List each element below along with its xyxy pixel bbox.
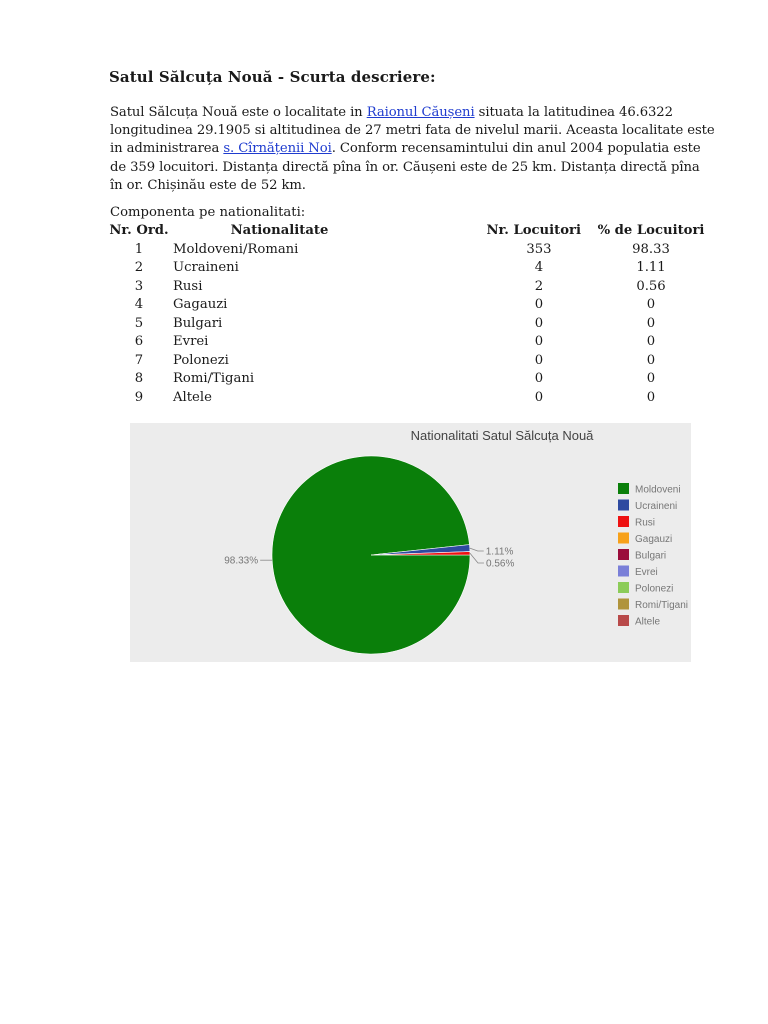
cirnatenii-noi-link[interactable]: s. Cîrnățenii Noi [223,141,332,157]
label-leader-line [470,553,484,563]
legend-label: Bulgari [635,550,667,562]
cell-locuitori: 0 [534,371,544,386]
cell-locuitori: 0 [534,389,544,405]
table-row [108,333,713,352]
description-paragraph [110,104,716,195]
legend-swatch [618,500,629,511]
nationality-pie-chart [130,423,691,662]
header-pct-locuitori: % de Locuitori [597,223,705,238]
cell-locuitori: 0 [534,297,544,312]
cell-nr: 6 [134,334,144,349]
cell-nr: 9 [134,389,144,405]
paragraph-text-2: situata la latitudinea 46.6322 longitudinea 29.1905 si altitudinea de 27 metri fata de nivelul marii. Aceasta localitate este in administrarea [110,105,715,157]
legend-swatch [618,599,629,610]
legend-swatch [618,533,629,544]
table-row [108,352,713,371]
chart-legend [618,483,688,628]
slice-label: 1.11% [485,546,514,558]
cell-nationalitate: Altele [173,389,212,405]
cell-procent: 0 [646,389,656,405]
legend-label: Polonezi [635,583,674,595]
table-body [108,241,713,408]
cell-procent: 0 [646,352,656,368]
cell-nr: 5 [134,315,144,331]
cell-nr: 3 [134,278,144,294]
cell-nr: 1 [134,241,144,257]
cell-procent: 98.33 [632,241,670,257]
slice-label: 0.56% [485,558,515,570]
cell-locuitori: 4 [534,260,544,275]
legend-label: Moldoveni [635,484,681,496]
table-header-row [108,222,713,241]
table-row [108,278,713,297]
legend-swatch [618,549,629,560]
cell-procent: 0 [646,371,656,386]
cell-nationalitate: Moldoveni/Romani [173,241,299,257]
cell-nationalitate: Polonezi [173,352,229,368]
cell-procent: 0 [646,334,656,349]
pie-chart-svg [130,423,691,662]
legend-label: Altele [635,616,661,628]
page-title: Satul Sălcuța Nouă - Scurta descriere: [109,68,436,86]
table-row [108,370,713,389]
table-row [108,389,713,408]
legend-swatch [618,582,629,593]
paragraph-text-1: Satul Sălcuța Nouă este o localitate in [110,105,367,120]
cell-nr: 8 [134,371,144,386]
cell-locuitori: 0 [534,352,544,368]
table-row [108,315,713,334]
chart-title: Nationalitati Satul Sălcuța Nouă [410,428,594,443]
cell-procent: 0 [646,297,656,312]
cell-locuitori: 0 [534,334,544,349]
header-nr-ord: Nr. Ord. [109,223,169,238]
cell-nationalitate: Romi/Tigani [173,371,255,386]
label-leader-line [470,548,484,551]
cell-nr: 4 [134,297,144,312]
cell-procent: 0 [646,315,656,331]
cell-procent: 0.56 [636,278,666,294]
cell-locuitori: 0 [534,315,544,331]
legend-swatch [618,516,629,527]
legend-label: Gagauzi [635,534,673,545]
legend-label: Rusi [635,517,656,529]
table-row [108,259,713,278]
cell-nationalitate: Bulgari [173,315,223,331]
legend-swatch [618,483,629,494]
legend-label: Romi/Tigani [635,600,688,611]
cell-nationalitate: Rusi [173,278,203,294]
legend-label: Evrei [635,567,658,578]
table-row [108,296,713,315]
cell-locuitori: 353 [526,241,552,257]
cell-procent: 1.11 [636,260,666,275]
raion-causeni-link[interactable]: Raionul Căușeni [366,105,475,120]
paragraph-text-3: . Conform recensamintului din anul 2004 populatia este de 359 locuitori. Distanța directă pîna în or. Căușeni este de 25 km. Distanța directă pîna în or. Chișinău este de 52 km. [110,141,701,193]
legend-swatch [618,566,629,577]
slice-label: 98.33% [224,555,259,567]
header-nationalitate: Nationalitate [230,223,329,238]
cell-nr: 2 [134,260,144,275]
nationality-table [108,222,713,407]
components-label: Componenta pe nationalitati: [110,205,306,220]
cell-nr: 7 [134,352,144,368]
cell-nationalitate: Evrei [173,334,209,349]
cell-locuitori: 2 [534,278,544,294]
legend-label: Ucraineni [635,501,678,512]
table-row [108,241,713,260]
cell-nationalitate: Gagauzi [173,297,228,312]
header-nr-locuitori: Nr. Locuitori [486,223,581,238]
legend-swatch [618,615,629,626]
cell-nationalitate: Ucraineni [173,260,239,275]
pie-slices [272,456,470,654]
